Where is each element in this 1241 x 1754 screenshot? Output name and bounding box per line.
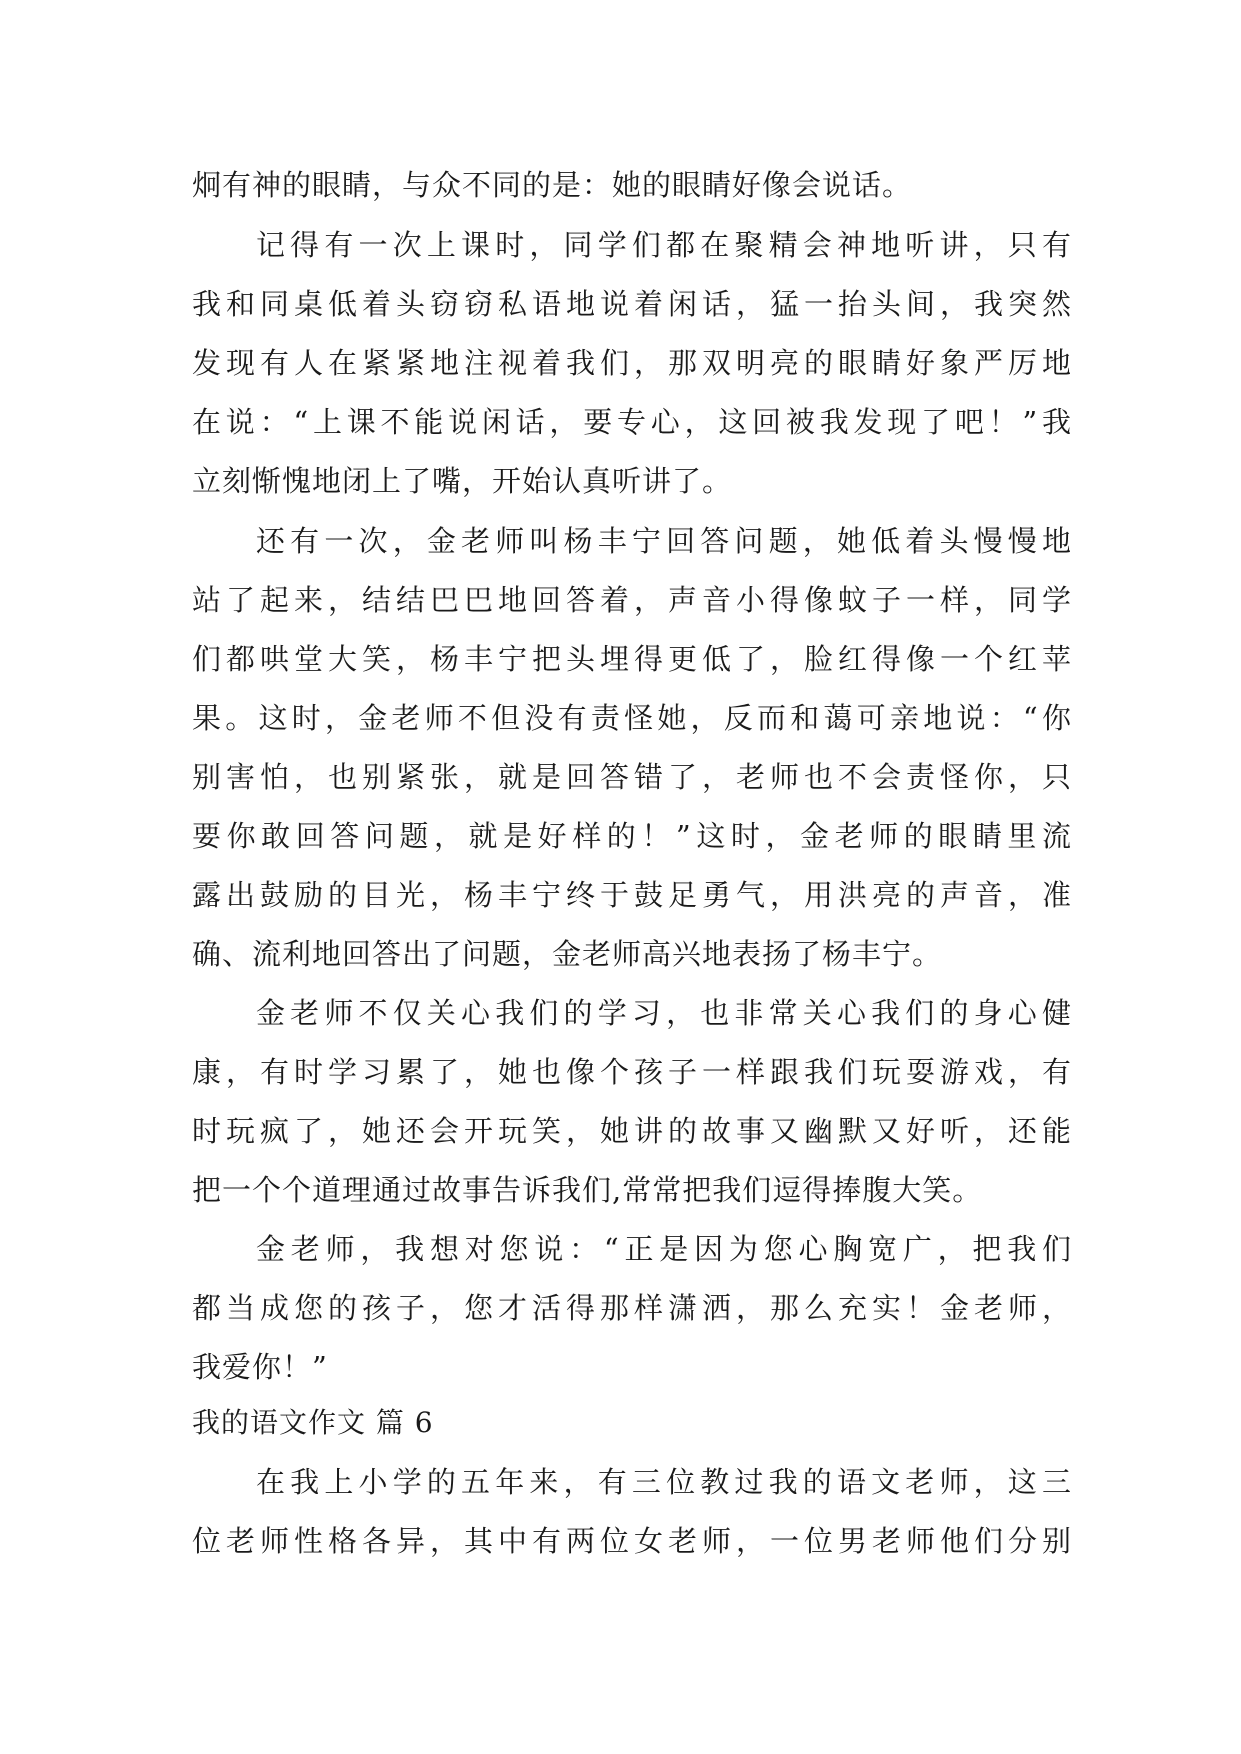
text-line: 康，有时学习累了，她也像个孩子一样跟我们玩耍游戏，有 bbox=[192, 1055, 1072, 1089]
text-line: 位老师性格各异，其中有两位女老师，一位男老师他们分别 bbox=[192, 1524, 1072, 1558]
text-line: 金老师不仅关心我们的学习，也非常关心我们的身心健 bbox=[256, 996, 1072, 1030]
text-line: 要你敢回答问题，就是好样的！”这时，金老师的眼睛里流 bbox=[192, 819, 1072, 853]
text-line: 别害怕，也别紧张，就是回答错了，老师也不会责怪你，只 bbox=[192, 760, 1072, 794]
text-line: 还有一次，金老师叫杨丰宁回答问题，她低着头慢慢地 bbox=[256, 524, 1072, 558]
text-line: 发现有人在紧紧地注视着我们，那双明亮的眼睛好象严厉地 bbox=[192, 346, 1072, 380]
text-line: 立刻惭愧地闭上了嘴，开始认真听讲了。 bbox=[192, 464, 733, 498]
text-line: 我和同桌低着头窃窃私语地说着闲话，猛一抬头间，我突然 bbox=[192, 287, 1072, 321]
section-heading: 我的语文作文 篇 6 bbox=[192, 1406, 434, 1439]
text-line: 我爱你！” bbox=[192, 1350, 328, 1384]
text-line: 在我上小学的五年来，有三位教过我的语文老师，这三 bbox=[256, 1465, 1072, 1499]
text-line: 时玩疯了，她还会开玩笑，她讲的故事又幽默又好听，还能 bbox=[192, 1114, 1072, 1148]
text-line: 站了起来，结结巴巴地回答着，声音小得像蚊子一样，同学 bbox=[192, 583, 1072, 617]
text-line: 把一个个道理通过故事告诉我们,常常把我们逗得捧腹大笑。 bbox=[192, 1173, 983, 1207]
text-line: 炯有神的眼睛，与众不同的是：她的眼睛好像会说话。 bbox=[192, 168, 913, 202]
text-line: 果。这时，金老师不但没有责怪她，反而和蔼可亲地说：“你 bbox=[192, 701, 1072, 735]
text-line: 确、流利地回答出了问题，金老师高兴地表扬了杨丰宁。 bbox=[192, 937, 943, 971]
text-line: 都当成您的孩子，您才活得那样潇洒，那么充实！金老师， bbox=[192, 1291, 1072, 1325]
text-line: 们都哄堂大笑，杨丰宁把头埋得更低了，脸红得像一个红苹 bbox=[192, 642, 1072, 676]
text-line: 露出鼓励的目光，杨丰宁终于鼓足勇气，用洪亮的声音，准 bbox=[192, 878, 1072, 912]
text-line: 金老师，我想对您说：“正是因为您心胸宽广，把我们 bbox=[256, 1232, 1072, 1266]
text-line: 在说：“上课不能说闲话，要专心，这回被我发现了吧！”我 bbox=[192, 405, 1072, 439]
text-line: 记得有一次上课时，同学们都在聚精会神地听讲，只有 bbox=[256, 228, 1072, 262]
